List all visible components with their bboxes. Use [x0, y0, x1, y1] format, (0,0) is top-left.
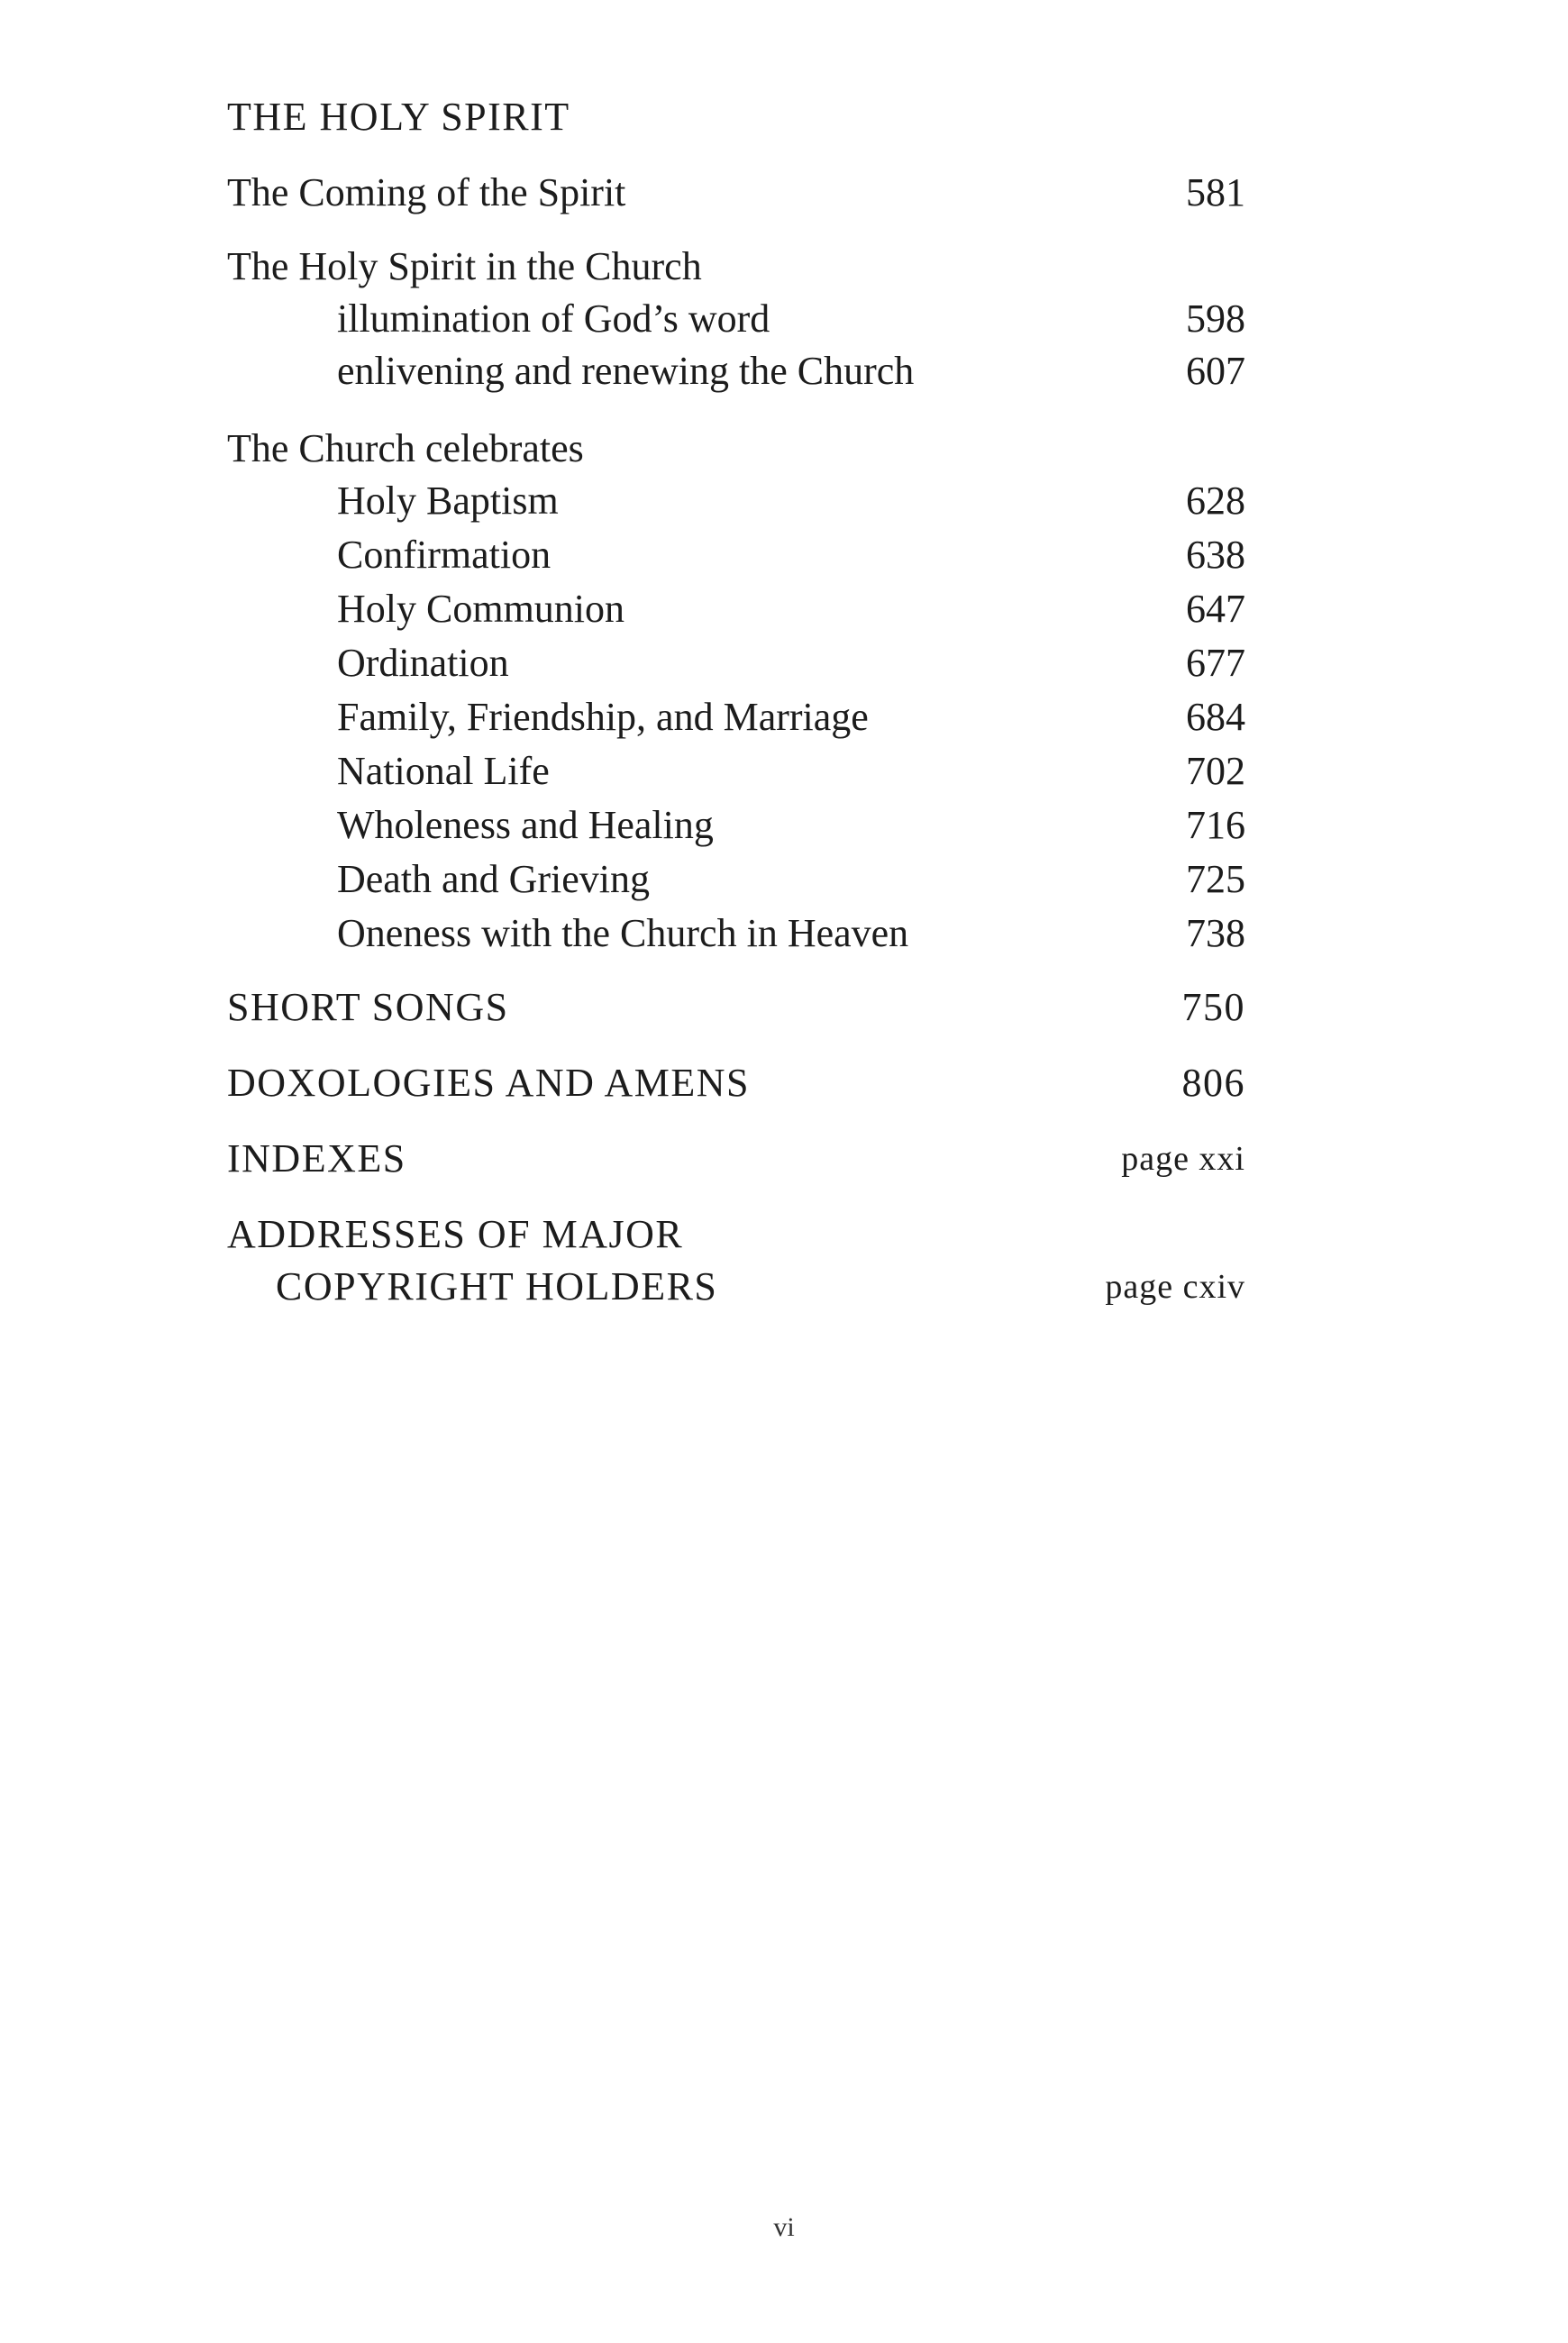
entry-page: 581	[1186, 170, 1245, 214]
entry-page: page cxiv	[1105, 1268, 1245, 1306]
toc-group-heading	[227, 424, 1245, 474]
entry-label: Oneness with the Church in Heaven	[337, 911, 909, 955]
toc-entry	[227, 908, 1245, 959]
toc-entry	[227, 638, 1245, 688]
entry-label-continued: COPYRIGHT HOLDERS	[276, 1264, 718, 1308]
entry-page: 628	[1186, 479, 1245, 523]
toc-entry	[227, 530, 1245, 580]
entry-page: 738	[1186, 911, 1245, 955]
entry-page: 647	[1186, 587, 1245, 631]
entry-label: Holy Communion	[337, 587, 625, 631]
entry-page: 684	[1186, 695, 1245, 739]
group-label: The Holy Spirit in the Church	[227, 244, 702, 288]
entry-label: illumination of God’s word	[337, 296, 770, 341]
toc-entry	[227, 1058, 1245, 1108]
toc-entry	[227, 346, 1245, 397]
section-heading	[227, 92, 1245, 142]
entry-page: page xxi	[1121, 1140, 1245, 1178]
entry-page: 638	[1186, 533, 1245, 577]
entry-label: SHORT SONGS	[227, 985, 509, 1029]
entry-label: INDEXES	[227, 1136, 406, 1181]
entry-page: 607	[1186, 349, 1245, 393]
entry-label: National Life	[337, 749, 550, 793]
entry-label: DOXOLOGIES AND AMENS	[227, 1061, 751, 1105]
toc-entry	[227, 1209, 1245, 1260]
entry-page: 806	[1181, 1061, 1245, 1105]
entry-label: Wholeness and Healing	[337, 803, 714, 847]
page-number: vi	[773, 2212, 795, 2242]
entry-label: Death and Grieving	[337, 857, 650, 901]
toc-entry	[227, 746, 1245, 797]
entry-label: Family, Friendship, and Marriage	[337, 695, 869, 739]
entry-page: 725	[1186, 857, 1245, 901]
group-label: The Church celebrates	[227, 426, 584, 470]
entry-label: ADDRESSES OF MAJOR	[227, 1212, 684, 1256]
entry-label: The Coming of the Spirit	[227, 170, 626, 214]
toc-entry	[227, 854, 1245, 905]
toc-entry	[227, 294, 1245, 344]
toc-entry	[227, 476, 1245, 526]
toc-entry	[227, 982, 1245, 1033]
toc-entry	[227, 584, 1245, 634]
entry-label: Confirmation	[337, 533, 552, 577]
entry-label: enlivening and renewing the Church	[337, 349, 915, 393]
section-title: THE HOLY SPIRIT	[227, 95, 570, 139]
entry-page: 750	[1181, 985, 1245, 1029]
toc-entry	[227, 800, 1245, 851]
toc-group-heading	[227, 242, 1245, 292]
entry-page: 598	[1186, 296, 1245, 341]
entry-page: 702	[1186, 749, 1245, 793]
toc-entry-continuation	[227, 1262, 1245, 1312]
toc-entry	[227, 1134, 1245, 1184]
entry-page: 677	[1186, 641, 1245, 685]
entry-label: Holy Baptism	[337, 479, 559, 523]
entry-label: Ordination	[337, 641, 509, 685]
entry-page: 716	[1186, 803, 1245, 847]
toc-entry	[227, 168, 1245, 218]
toc-entry	[227, 692, 1245, 743]
